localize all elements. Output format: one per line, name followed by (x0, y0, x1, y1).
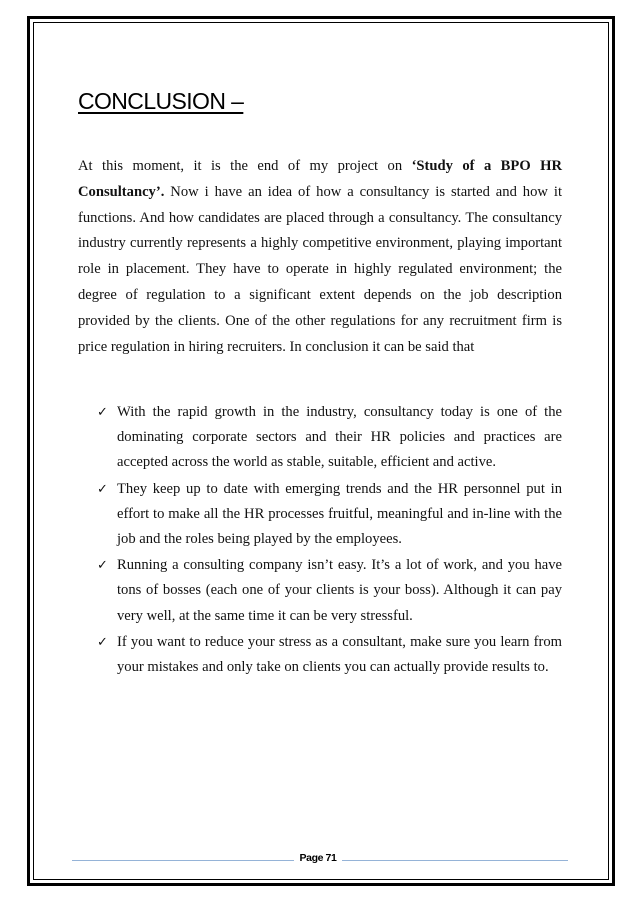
list-item (97, 630, 562, 680)
section-heading: CONCLUSION – (78, 88, 244, 114)
checkmark-icon: ✓ (97, 481, 108, 497)
footer-divider-left (72, 860, 294, 861)
footer-divider-right (342, 860, 568, 861)
list-item-text: They keep up to date with emerging trends and the HR personnel put in effort to make all the HR processes fruitful, meaningful and in-line with the job and the roles being played by the employees. (117, 480, 562, 548)
conclusion-paragraph (78, 154, 562, 360)
conclusion-bullet-list (97, 400, 562, 681)
checkmark-icon: ✓ (97, 405, 108, 420)
checkmark-icon: ✓ (97, 558, 108, 574)
list-item-text: With the rapid growth in the industry, consultancy today is one of the dominating corporate sectors and their HR policies and practices are accepted across the world as stable, suitable, efficient and active. (117, 404, 562, 471)
list-item (97, 553, 562, 629)
page-number: Page 71 (299, 852, 337, 864)
list-item-text: If you want to reduce your stress as a consultant, make sure you learn from your mistakes and only take on clients you can actually provide results to. (117, 633, 562, 676)
list-item-text: Running a consulting company isn’t easy. It’s a lot of work, and you have tons of bosses (each one of your clients is your boss). Although it can pay very well, at the same time it can be very stressful. (117, 557, 562, 624)
list-item (97, 400, 562, 476)
paragraph-body: Now i have an idea of how a consultancy is started and how it functions. And how candidates are placed through a consultancy. The consultancy industry currently represents a highly competitive environment, playing important role in placement. They have to operate in highly regulated environment; the degree of regulation to a significant extent depends on the job description provided by the clients. One of the other regulations for any recruitment firm is price regulation in hiring recruiters. In conclusion it can be said that (78, 183, 562, 355)
project-title: ‘Study of a BPO HR Consultancy’. (78, 158, 562, 200)
checkmark-icon: ✓ (97, 634, 108, 650)
paragraph-intro: At this moment, it is the end of my project on (78, 158, 412, 174)
list-item (97, 477, 562, 553)
